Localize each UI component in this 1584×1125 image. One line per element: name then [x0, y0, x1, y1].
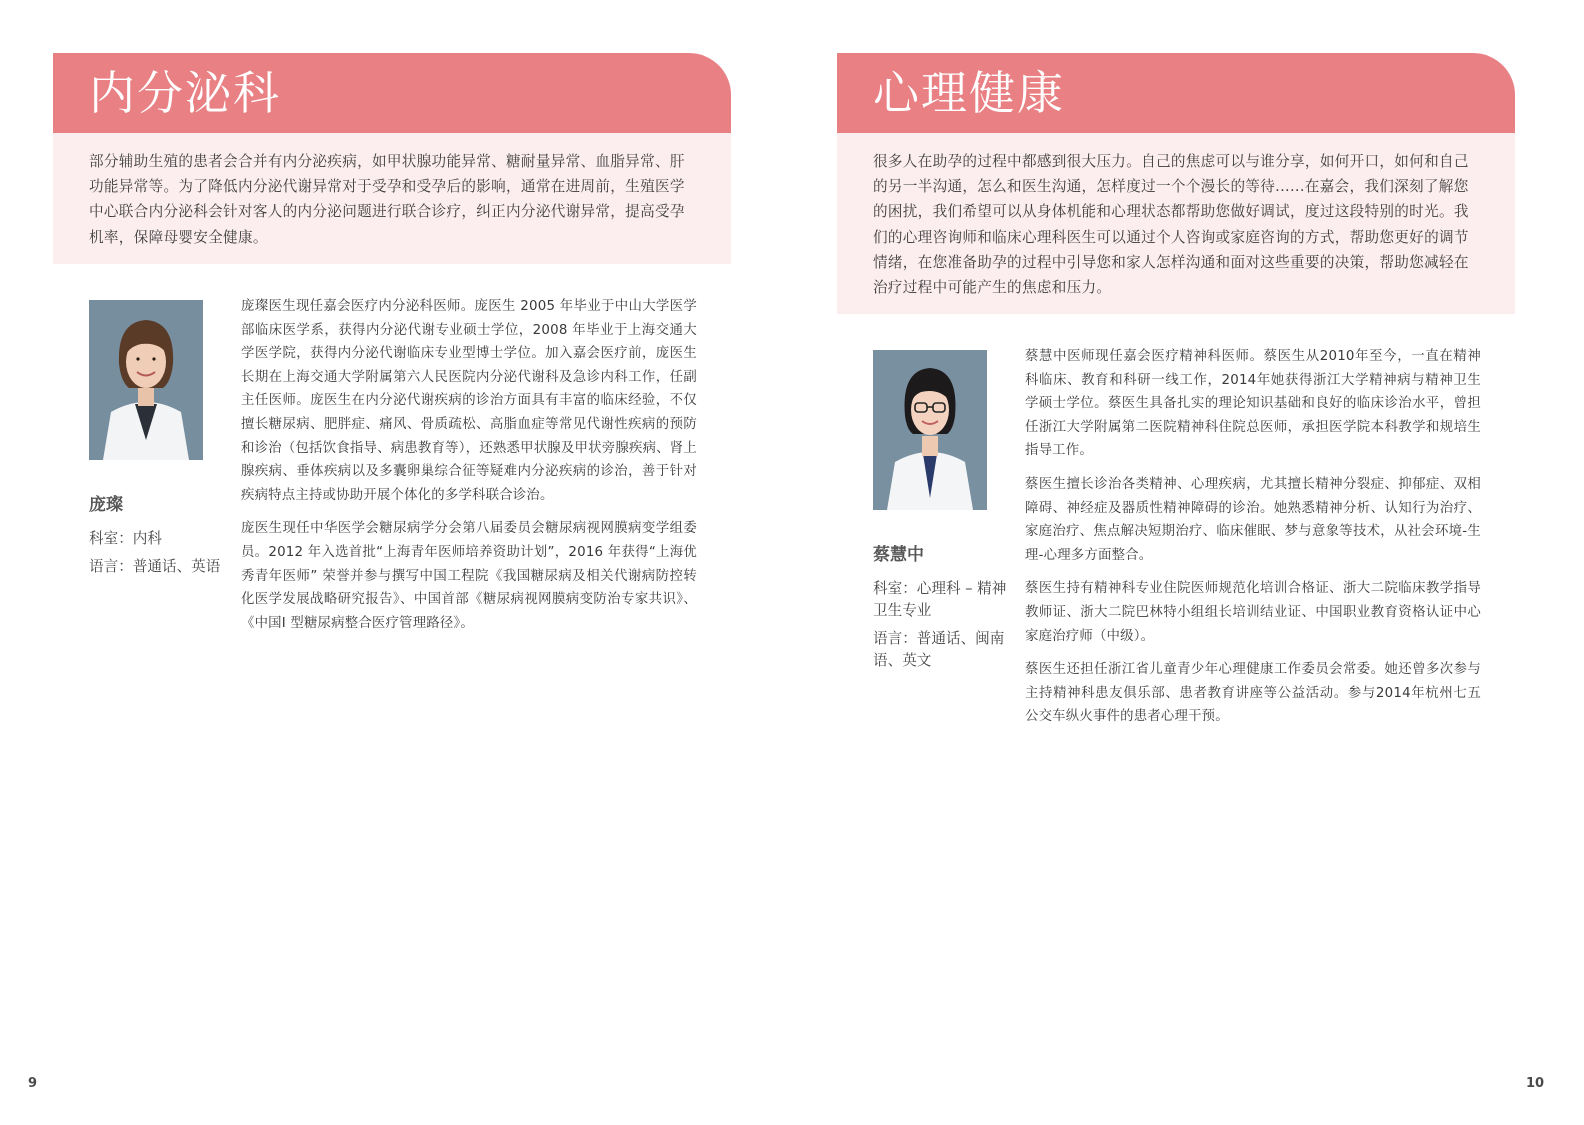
doctor-department: 科室：心理科 – 精神卫生专业 — [873, 580, 1007, 619]
doctor-name: 庞璨 — [89, 495, 123, 515]
doctor-meta — [89, 528, 229, 584]
doctor-photo — [89, 300, 203, 460]
section-mental-health — [837, 53, 1515, 725]
doctor-bio — [241, 295, 697, 645]
doctor-languages: 语言：普通话、英语 — [89, 558, 221, 575]
bio-paragraph: 蔡医生持有精神科专业住院医师规范化培训合格证、浙大二院临床教学指导教师证、浙大二院巴林特小组组长培训结业证、中国职业教育资格认证中心家庭治疗师（中级）。 — [1025, 581, 1481, 644]
doctor-meta — [873, 578, 1013, 678]
section-intro: 很多人在助孕的过程中都感到很大压力。自己的焦虑可以与谁分享，如何开口，如何和自己的另一半沟通，怎么和医生沟通，怎样度过一个个漫长的等待......在嘉会，我们深刻了解您的困扰，我们希望可以从身体机能和心理状态都帮助您做好调试，度过这段特别的时光。我们的心理咨询师和临床心理科医生可以通过个人咨询或家庭咨询的方式，帮助您更好的调节情绪，在您准备助孕的过程中引导您和家人怎样沟通和面对这些重要的决策，帮助您减轻在治疗过程中可能产生的焦虑和压力。 — [837, 133, 1515, 314]
bio-paragraph: 蔡医生擅长诊治各类精神、心理疾病，尤其擅长精神分裂症、抑郁症、双相障碍、神经症及器质性精神障碍的诊治。她熟悉精神分析、认知行为治疗、家庭治疗、焦点解决短期治疗、临床催眠、梦与意象等技术，从社会环境-生理-心理多方面整合。 — [1025, 476, 1481, 563]
doctor-photo — [873, 350, 987, 510]
bio-paragraph: 蔡慧中医师现任嘉会医疗精神科医师。蔡医生从2010年至今，一直在精神科临床、教育和科研一线工作，2014年她获得浙江大学精神病与精神卫生学硕士学位。蔡医生具备扎实的理论知识基础和良好的临床诊治水平，曾担任浙江大学附属第二医院精神科住院总医师，承担医学院本科教学和规培生指导工作。 — [1025, 349, 1481, 459]
bio-paragraph: 庞医生现任中华医学会糖尿病学分会第八届委员会糖尿病视网膜病变学组委员。2012 年入选首批“上海青年医师培养资助计划”，2016 年获得“上海优秀青年医师” 荣誉并参与撰写中国工程院《我国糖尿病及相关代谢病防控转化医学发展战略研究报告》、中国首部《糖尿病视网膜病变防治专家共识》、《中国I 型糖尿病整合医疗管理路径》。 — [241, 521, 697, 631]
page-number: 10 — [1526, 1076, 1545, 1091]
section-endocrinology — [53, 53, 731, 631]
doctor-bio — [1025, 345, 1481, 739]
section-title: 心理健康 — [837, 53, 1515, 133]
bio-paragraph: 蔡医生还担任浙江省儿童青少年心理健康工作委员会常委。她还曾多次参与主持精神科患友俱乐部、患者教育讲座等公益活动。参与2014年杭州七五公交车纵火事件的患者心理干预。 — [1025, 662, 1481, 725]
section-intro: 部分辅助生殖的患者会合并有内分泌疾病，如甲状腺功能异常、糖耐量异常、血脂异常、肝功能异常等。为了降低内分泌代谢异常对于受孕和受孕后的影响，通常在进周前，生殖医学中心联合内分泌科会针对客人的内分泌问题进行联合诊疗，纠正内分泌代谢异常，提高受孕机率，保障母婴安全健康。 — [53, 133, 731, 264]
doctor-name: 蔡慧中 — [873, 545, 924, 565]
section-title: 内分泌科 — [53, 53, 731, 133]
doctor-languages: 语言：普通话、闽南语、英文 — [873, 630, 1005, 669]
doctor-department: 科室：内科 — [89, 530, 162, 547]
bio-paragraph: 庞璨医生现任嘉会医疗内分泌科医师。庞医生 2005 年毕业于中山大学医学部临床医学系，获得内分泌代谢专业硕士学位，2008 年毕业于上海交通大学医学院，获得内分泌代谢临床专业型博士学位。加入嘉会医疗前，庞医生长期在上海交通大学附属第六人民医院内分泌代谢科及急诊内科工作，任副主任医师。庞医生在内分泌代谢疾病的诊治方面具有丰富的临床经验，不仅擅长糖尿病、肥胖症、痛风、骨质疏松、高脂血症等常见代谢性疾病的预防和诊治（包括饮食指导、病患教育等），还熟悉甲状腺及甲状旁腺疾病、肾上腺疾病、垂体疾病以及多囊卵巢综合征等疑难内分泌疾病的诊治，善于针对疾病特点主持或协助开展个体化的多学科联合诊治。 — [241, 299, 697, 503]
page-number: 9 — [28, 1076, 38, 1091]
